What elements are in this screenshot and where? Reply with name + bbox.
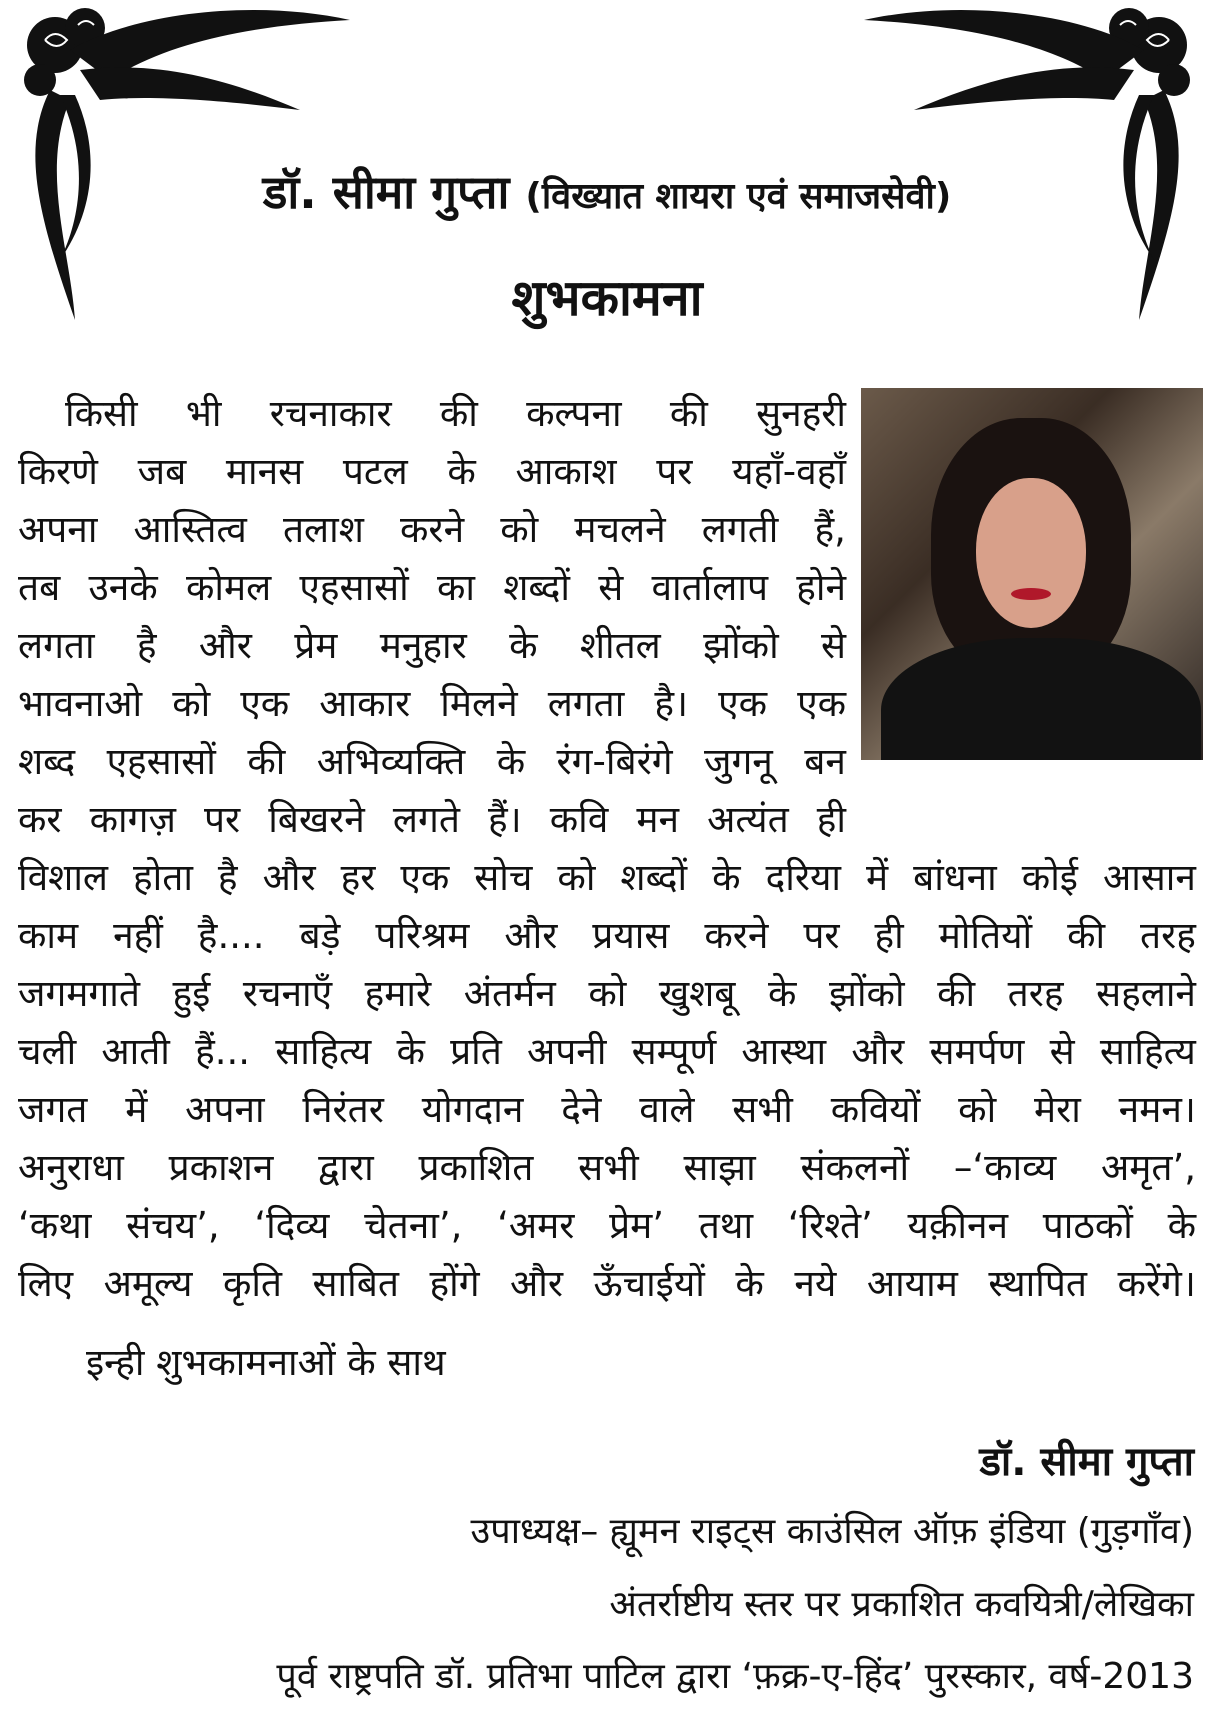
signature-title: उपाध्यक्ष– ह्यूमन राइट्स काउंसिल ऑफ़ इंडिया (गुड़गाँव) (470, 1511, 1194, 1552)
text-line: जगमगाते हुई रचनाएँ हमारे अंतर्मन को खुशबू के झोंको की तरह सहलाने (18, 972, 1196, 1015)
author-name: डॉ. सीमा गुप्ता (262, 165, 510, 219)
text-line: अनुराधा प्रकाशन द्वारा प्रकाशित सभी साझा संकलनों –‘काव्य अमृत’, (18, 1146, 1196, 1189)
body-paragraph-wide (18, 849, 1196, 1313)
signature-name: डॉ. सीमा गुप्ता (979, 1439, 1194, 1485)
signature-award: पूर्व राष्ट्रपति डॉ. प्रतिभा पाटिल द्वारा ‘फ़क्र-ए-हिंद’ पुरस्कार, वर्ष-2013 (276, 1656, 1194, 1697)
text-line: जगत में अपना निरंतर योगदान देने वाले सभी कवियों को मेरा नमन। (18, 1088, 1196, 1131)
text-line: किरणे जब मानस पटल के आकाश पर यहाँ-वहाँ (18, 450, 846, 493)
text-line: ‘कथा संचय’, ‘दिव्य चेतना’, ‘अमर प्रेम’ तथा ‘रिश्ते’ यक़ीनन पाठकों के (18, 1204, 1196, 1247)
text-line: तब उनके कोमल एहसासों का शब्दों से वार्तालाप होने (18, 566, 846, 609)
text-line: काम नहीं है.... बड़े परिश्रम और प्रयास करने पर ही मोतियों की तरह (18, 914, 1196, 957)
text-line: विशाल होता है और हर एक सोच को शब्दों के दरिया में बांधना कोई आसान (18, 856, 1196, 899)
text-line: चली आती हैं... साहित्य के प्रति अपनी सम्पूर्ण आस्था और समर्पण से साहित्य (18, 1030, 1196, 1073)
text-line: शब्द एहसासों की अभिव्यक्ति के रंग-बिरंगे जुगनू बन (18, 740, 846, 783)
photo-face (976, 478, 1086, 628)
page-title (0, 160, 1214, 222)
text-line: लगता है और प्रेम मनुहार के शीतल झोंको से (18, 624, 846, 667)
author-photo (861, 388, 1203, 760)
text-line: लिए अमूल्य कृति साबित होंगे और ऊँचाईयों के नये आयाम स्थापित करेंगे। (18, 1262, 1196, 1305)
text-line: अपना आस्तित्व तलाश करने को मचलने लगती हैं, (18, 508, 846, 551)
page-subtitle: शुभकामना (511, 269, 703, 327)
author-designation: (विख्यात शायरा एवं समाजसेवी) (525, 176, 952, 217)
text-line: किसी भी रचनाकार की कल्पना की सुनहरी (18, 392, 846, 435)
closing-line: इन्ही शुभकामनाओं के साथ (86, 1341, 446, 1384)
photo-dress (881, 638, 1201, 760)
text-line: भावनाओ को एक आकार मिलने लगता है। एक एक (18, 682, 846, 725)
photo-lips (1011, 588, 1051, 600)
body-paragraph-narrow (18, 385, 846, 849)
text-line: कर कागज़ पर बिखरने लगते हैं। कवि मन अत्यंत ही (18, 798, 846, 841)
signature-role: अंतर्राष्टीय स्तर पर प्रकाशित कवयित्री/लेखिका (609, 1584, 1194, 1625)
